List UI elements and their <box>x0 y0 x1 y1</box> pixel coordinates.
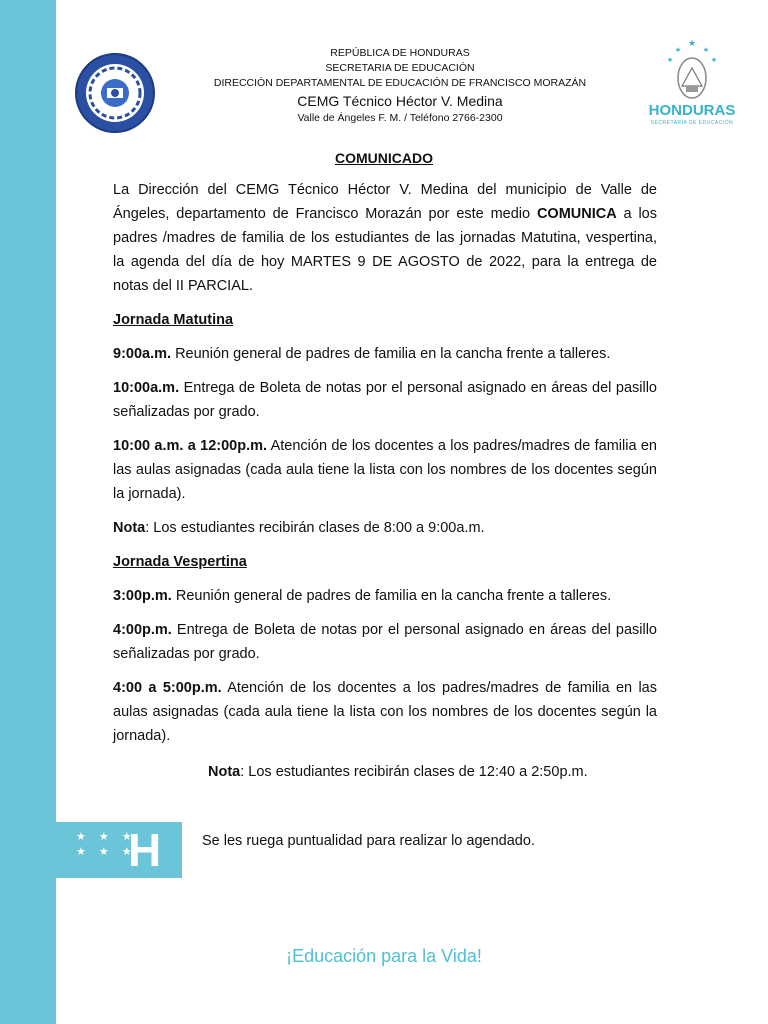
school-contact: Valle de Ángeles F. M. / Teléfono 2766-2300 <box>297 112 503 124</box>
item-time: 10:00a.m. <box>113 380 180 396</box>
svg-text:★: ★ <box>666 56 674 64</box>
honduras-logo-subtitle: SECRETARÍA DE EDUCACIÓN <box>650 120 734 126</box>
h-letter: H <box>128 824 162 876</box>
item-text: Entrega de Boleta de notas por el personal asignado en áreas del pasillo señalizadas por grado. <box>113 622 657 662</box>
vespertina-item <box>113 676 657 748</box>
svg-text:★: ★ <box>674 46 682 54</box>
intro-paragraph <box>113 178 657 298</box>
vespertina-item <box>113 618 657 666</box>
closing-note: Se les ruega puntualidad para realizar lo agendado. <box>202 833 535 849</box>
item-text: Atención de los docentes a los padres/madres de familia en las aulas asignadas (cada aula tiene la lista con los nombres de los docentes según la jornada). <box>113 438 657 502</box>
note-text: : Los estudiantes recibirán clases de 12:40 a 2:50p.m. <box>240 764 588 780</box>
honduras-logo-text: HONDURAS <box>648 102 736 119</box>
item-time: 10:00 a.m. a 12:00p.m. <box>113 438 268 454</box>
item-text: Reunión general de padres de familia en la cancha frente a talleres. <box>171 346 611 362</box>
note-text: : Los estudiantes recibirán clases de 8:00 a 9:00a.m. <box>145 520 485 536</box>
intro-bold: COMUNICA <box>536 206 617 222</box>
item-text: Atención de los docentes a los padres/madres de familia en las aulas asignadas (cada aula tiene la lista con los nombres de los docentes según la jornada). <box>113 680 657 744</box>
vespertina-item <box>113 584 657 608</box>
item-time: 4:00p.m. <box>113 622 172 638</box>
note-label: Nota <box>113 520 146 536</box>
document-title: COMUNICADO <box>335 150 433 166</box>
department-line: DIRECCIÓN DEPARTAMENTAL DE EDUCACIÓN DE FRANCISCO MORAZÁN <box>213 77 587 89</box>
item-time: 4:00 a 5:00p.m. <box>113 680 222 696</box>
stars-icon: ★ ★ ★ ★ ★ ★ <box>76 831 137 858</box>
matutina-item <box>113 342 657 366</box>
item-text: Entrega de Boleta de notas por el personal asignado en áreas del pasillo señalizadas por grado. <box>113 380 657 420</box>
document-body <box>113 178 657 748</box>
school-seal-logo <box>74 52 156 134</box>
honduras-h-banner <box>56 822 182 878</box>
vespertina-note <box>208 760 588 784</box>
note-label: Nota <box>208 764 241 780</box>
svg-text:★: ★ <box>710 56 718 64</box>
svg-text:★: ★ <box>702 46 710 54</box>
item-time: 9:00a.m. <box>113 346 172 362</box>
slogan: ¡Educación para la Vida! <box>286 946 482 966</box>
matutina-heading: Jornada Matutina <box>113 312 234 328</box>
matutina-item <box>113 376 657 424</box>
republic-line: REPÚBLICA DE HONDURAS <box>330 47 470 59</box>
matutina-note <box>113 516 657 540</box>
item-text: Reunión general de padres de familia en la cancha frente a talleres. <box>171 588 612 604</box>
honduras-education-logo <box>640 34 744 130</box>
school-name: CEMG Técnico Héctor V. Medina <box>297 93 503 109</box>
matutina-item <box>113 434 657 506</box>
vespertina-heading: Jornada Vespertina <box>113 554 247 570</box>
item-time: 3:00p.m. <box>113 588 172 604</box>
letterhead <box>200 46 600 126</box>
svg-text:★: ★ <box>687 39 697 49</box>
secretariat-line: SECRETARIA DE EDUCACIÓN <box>325 62 475 74</box>
intro-text-2: a los padres /madres de familia de los estudiantes de las jornadas Matutina, vespertina, la agenda del día de hoy MARTES 9 DE AGOSTO de 2022, para la entrega de notas del II PARCIAL. <box>113 206 657 294</box>
intro-text-1: La Dirección del CEMG Técnico Héctor V. Medina del municipio de Valle de Ángeles, departamento de Francisco Morazán por este medio <box>113 182 657 222</box>
